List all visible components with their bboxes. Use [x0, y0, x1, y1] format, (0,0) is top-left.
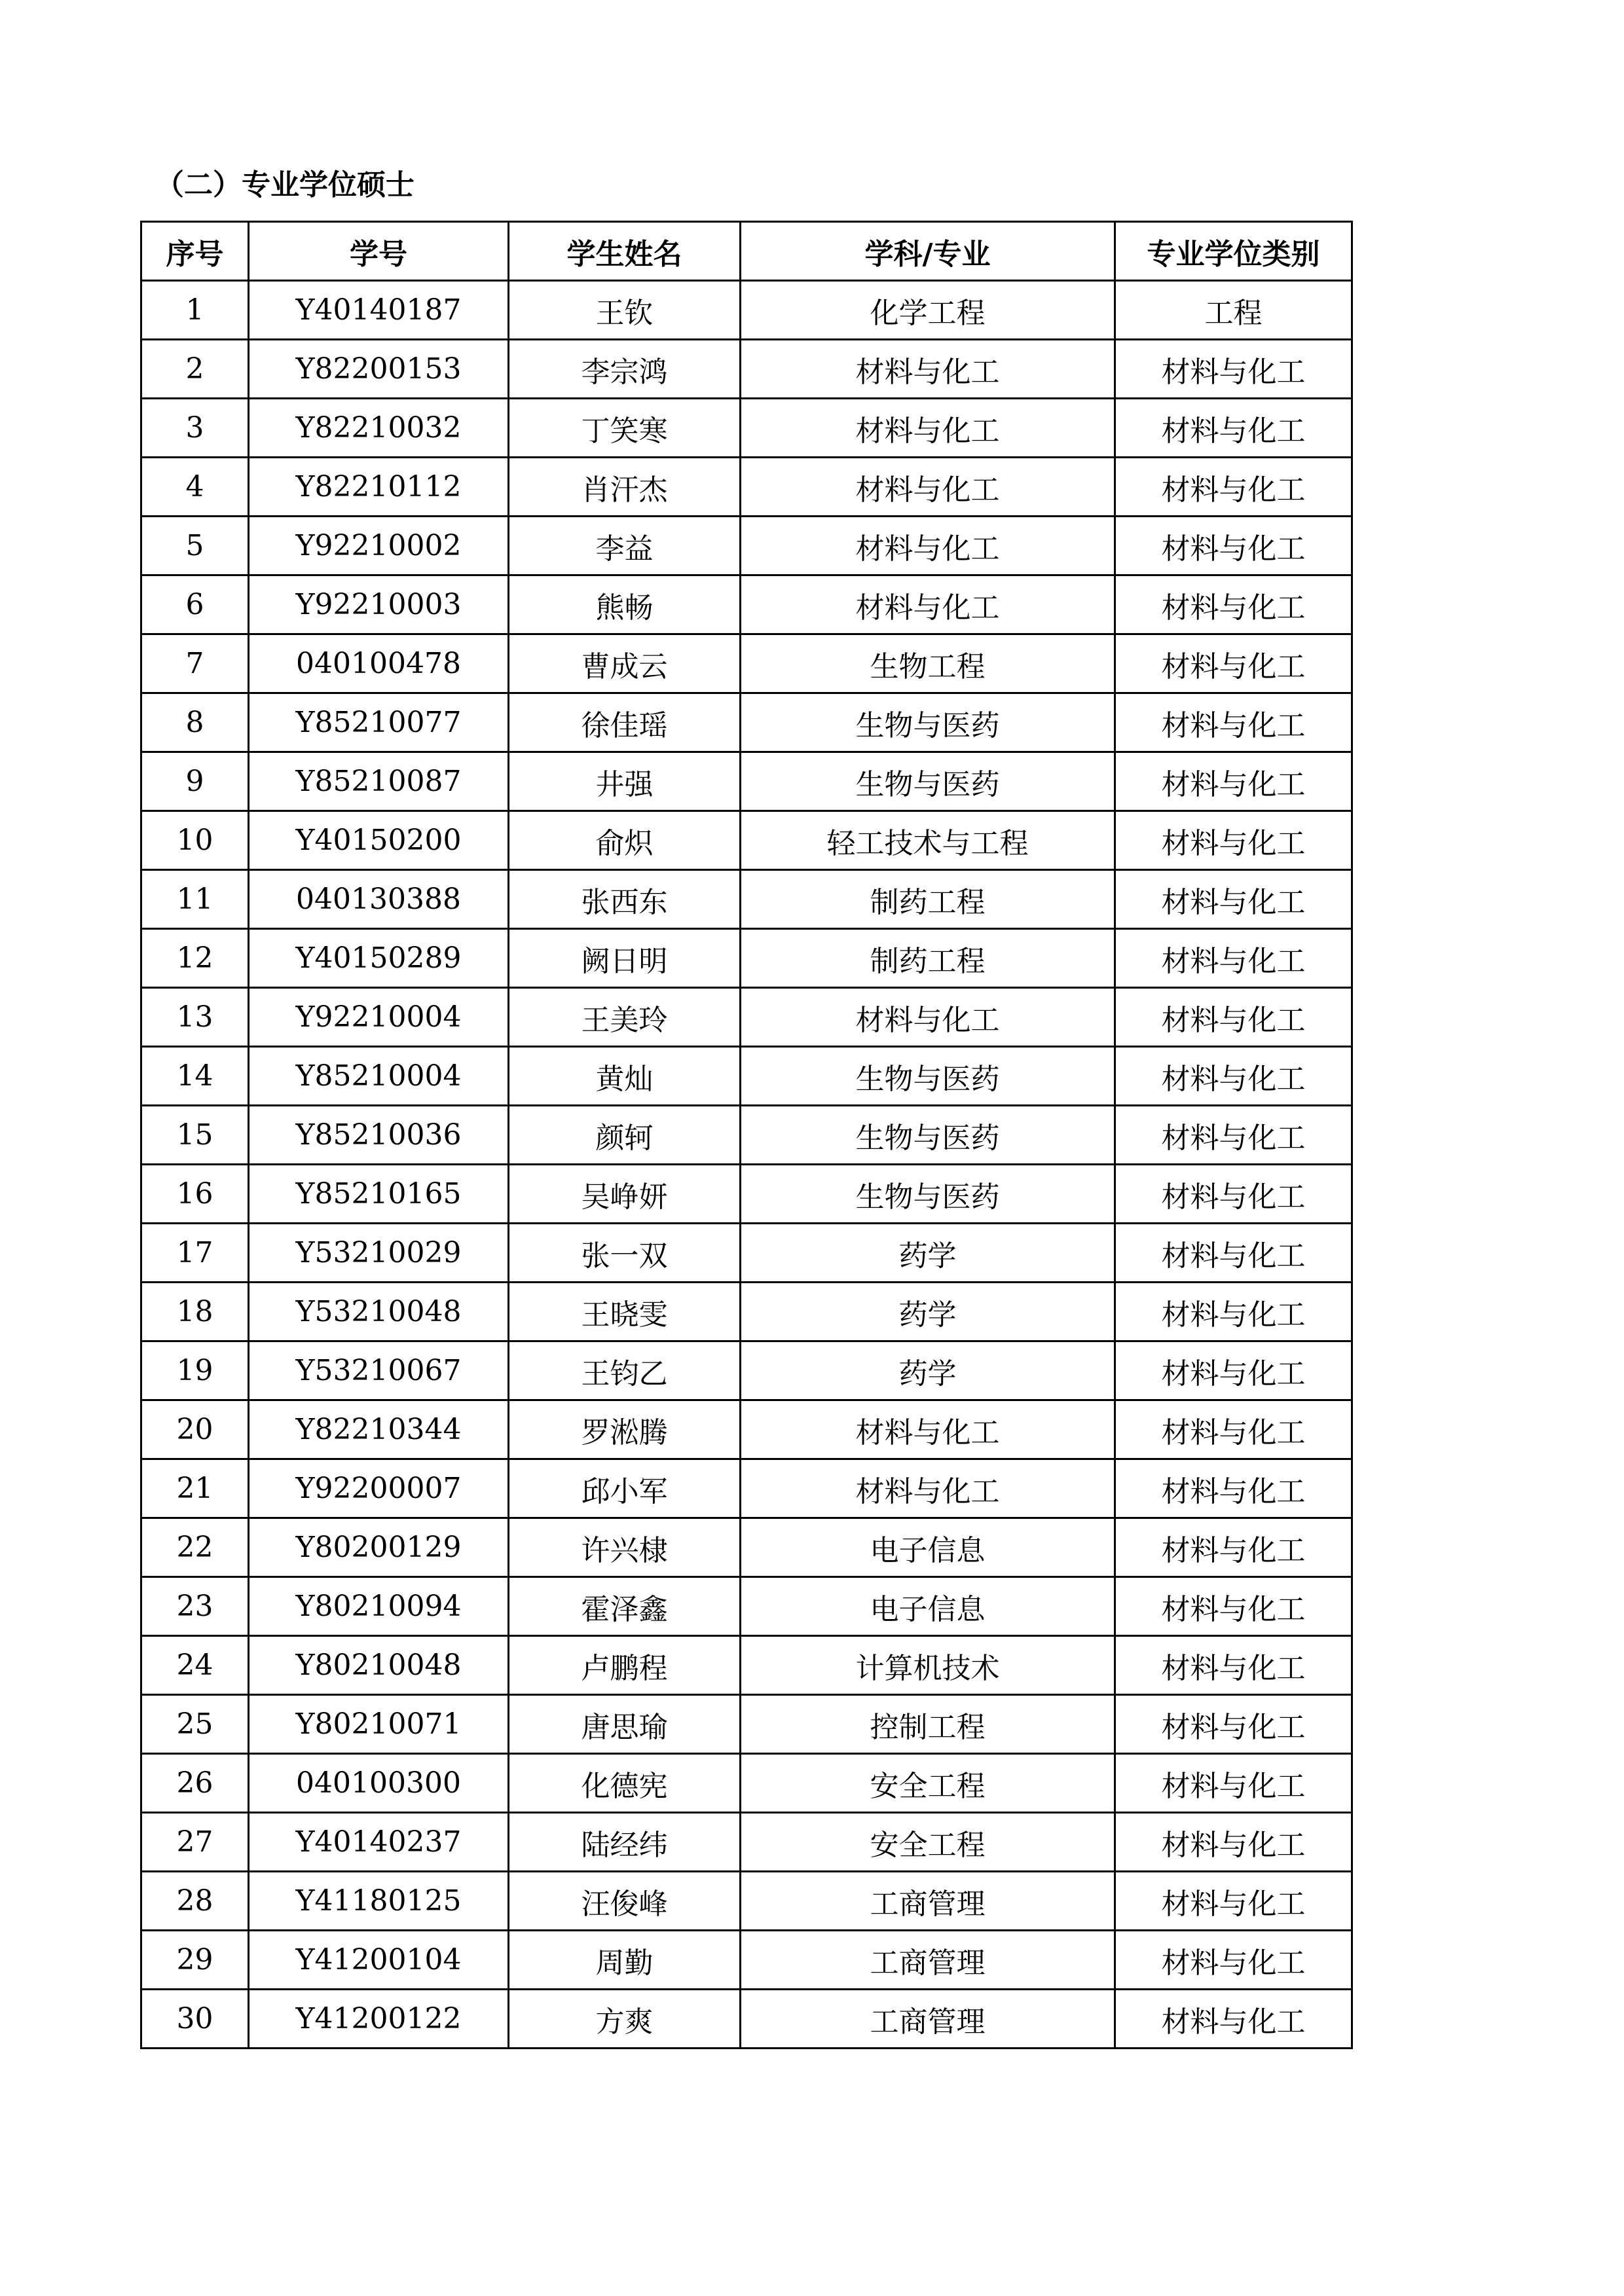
cell-discipline: 材料与化工 — [741, 988, 1115, 1047]
header-serial: 序号 — [141, 222, 249, 281]
table-row — [141, 1106, 1352, 1165]
cell-student-id: Y53210067 — [249, 1341, 509, 1400]
cell-discipline: 安全工程 — [741, 1754, 1115, 1813]
cell-serial: 21 — [141, 1459, 249, 1518]
cell-student-id: Y92200007 — [249, 1459, 509, 1518]
cell-student-id: Y82210344 — [249, 1400, 509, 1459]
cell-discipline: 生物与医药 — [741, 1106, 1115, 1165]
header-degree-category: 专业学位类别 — [1115, 222, 1352, 281]
cell-degree-category: 材料与化工 — [1115, 1990, 1352, 2049]
table-row — [141, 929, 1352, 988]
cell-student-id: Y53210029 — [249, 1224, 509, 1283]
cell-discipline: 材料与化工 — [741, 1400, 1115, 1459]
cell-student-id: Y80210094 — [249, 1577, 509, 1636]
header-student-id: 学号 — [249, 222, 509, 281]
cell-degree-category: 材料与化工 — [1115, 1577, 1352, 1636]
table-row — [141, 1518, 1352, 1577]
cell-student-id: 040130388 — [249, 870, 509, 929]
cell-student-id: Y41200104 — [249, 1931, 509, 1990]
cell-degree-category: 材料与化工 — [1115, 1165, 1352, 1224]
cell-degree-category: 材料与化工 — [1115, 458, 1352, 517]
cell-student-id: Y40140187 — [249, 281, 509, 340]
cell-student-name: 罗淞腾 — [509, 1400, 741, 1459]
cell-student-id: Y85210036 — [249, 1106, 509, 1165]
cell-discipline: 制药工程 — [741, 870, 1115, 929]
cell-student-id: Y80210048 — [249, 1636, 509, 1695]
cell-serial: 1 — [141, 281, 249, 340]
cell-degree-category: 材料与化工 — [1115, 1695, 1352, 1754]
cell-student-name: 井强 — [509, 752, 741, 811]
cell-discipline: 电子信息 — [741, 1577, 1115, 1636]
cell-student-name: 霍泽鑫 — [509, 1577, 741, 1636]
cell-student-id: Y92210002 — [249, 517, 509, 575]
cell-student-name: 汪俊峰 — [509, 1872, 741, 1931]
cell-student-id: Y53210048 — [249, 1283, 509, 1341]
cell-student-name: 卢鹏程 — [509, 1636, 741, 1695]
cell-discipline: 材料与化工 — [741, 340, 1115, 399]
cell-serial: 18 — [141, 1283, 249, 1341]
cell-student-name: 曹成云 — [509, 634, 741, 693]
cell-degree-category: 材料与化工 — [1115, 988, 1352, 1047]
cell-serial: 29 — [141, 1931, 249, 1990]
table-header-row — [141, 222, 1352, 281]
cell-serial: 11 — [141, 870, 249, 929]
table-row — [141, 1400, 1352, 1459]
cell-student-id: Y80210071 — [249, 1695, 509, 1754]
cell-discipline: 工商管理 — [741, 1990, 1115, 2049]
cell-serial: 16 — [141, 1165, 249, 1224]
cell-degree-category: 材料与化工 — [1115, 811, 1352, 870]
cell-discipline: 生物与医药 — [741, 1047, 1115, 1106]
header-discipline: 学科/专业 — [741, 222, 1115, 281]
cell-student-name: 化德宪 — [509, 1754, 741, 1813]
cell-discipline: 材料与化工 — [741, 517, 1115, 575]
cell-serial: 3 — [141, 399, 249, 458]
table-row — [141, 811, 1352, 870]
cell-student-id: Y92210003 — [249, 575, 509, 634]
cell-serial: 25 — [141, 1695, 249, 1754]
cell-degree-category: 材料与化工 — [1115, 1459, 1352, 1518]
cell-degree-category: 材料与化工 — [1115, 1047, 1352, 1106]
header-student-name: 学生姓名 — [509, 222, 741, 281]
cell-student-name: 周勤 — [509, 1931, 741, 1990]
cell-student-id: Y82210032 — [249, 399, 509, 458]
cell-student-name: 王晓雯 — [509, 1283, 741, 1341]
cell-serial: 30 — [141, 1990, 249, 2049]
cell-student-name: 熊畅 — [509, 575, 741, 634]
cell-student-id: Y40140237 — [249, 1813, 509, 1872]
cell-discipline: 药学 — [741, 1341, 1115, 1400]
cell-discipline: 轻工技术与工程 — [741, 811, 1115, 870]
cell-student-id: Y40150289 — [249, 929, 509, 988]
cell-degree-category: 材料与化工 — [1115, 1224, 1352, 1283]
cell-degree-category: 材料与化工 — [1115, 870, 1352, 929]
cell-degree-category: 材料与化工 — [1115, 1518, 1352, 1577]
cell-student-name: 徐佳瑶 — [509, 693, 741, 752]
cell-serial: 17 — [141, 1224, 249, 1283]
cell-serial: 8 — [141, 693, 249, 752]
cell-discipline: 生物工程 — [741, 634, 1115, 693]
table-row — [141, 1577, 1352, 1636]
cell-serial: 14 — [141, 1047, 249, 1106]
cell-student-id: Y82210112 — [249, 458, 509, 517]
cell-student-id: Y85210165 — [249, 1165, 509, 1224]
cell-student-name: 王美玲 — [509, 988, 741, 1047]
cell-student-id: Y82200153 — [249, 340, 509, 399]
table-row — [141, 1695, 1352, 1754]
cell-student-name: 张一双 — [509, 1224, 741, 1283]
cell-degree-category: 材料与化工 — [1115, 340, 1352, 399]
cell-student-id: Y85210004 — [249, 1047, 509, 1106]
table-row — [141, 1931, 1352, 1990]
table-body — [141, 281, 1352, 2049]
cell-serial: 15 — [141, 1106, 249, 1165]
cell-student-name: 陆经纬 — [509, 1813, 741, 1872]
cell-serial: 10 — [141, 811, 249, 870]
cell-discipline: 工商管理 — [741, 1872, 1115, 1931]
table-row — [141, 1754, 1352, 1813]
table-row — [141, 1813, 1352, 1872]
table-row — [141, 634, 1352, 693]
cell-student-name: 黄灿 — [509, 1047, 741, 1106]
cell-student-id: Y41180125 — [249, 1872, 509, 1931]
cell-serial: 26 — [141, 1754, 249, 1813]
table-row — [141, 575, 1352, 634]
cell-degree-category: 材料与化工 — [1115, 1283, 1352, 1341]
cell-degree-category: 材料与化工 — [1115, 752, 1352, 811]
cell-student-id: Y41200122 — [249, 1990, 509, 2049]
cell-serial: 28 — [141, 1872, 249, 1931]
cell-discipline: 控制工程 — [741, 1695, 1115, 1754]
cell-student-name: 唐思瑜 — [509, 1695, 741, 1754]
cell-discipline: 材料与化工 — [741, 399, 1115, 458]
table-row — [141, 1872, 1352, 1931]
cell-degree-category: 材料与化工 — [1115, 575, 1352, 634]
cell-discipline: 药学 — [741, 1283, 1115, 1341]
table-row — [141, 1283, 1352, 1341]
table-row — [141, 458, 1352, 517]
cell-student-id: Y92210004 — [249, 988, 509, 1047]
cell-degree-category: 材料与化工 — [1115, 1341, 1352, 1400]
cell-student-name: 俞炽 — [509, 811, 741, 870]
student-table — [140, 221, 1353, 2049]
cell-degree-category: 材料与化工 — [1115, 1106, 1352, 1165]
cell-student-name: 王钦 — [509, 281, 741, 340]
cell-degree-category: 材料与化工 — [1115, 1754, 1352, 1813]
cell-serial: 4 — [141, 458, 249, 517]
cell-serial: 9 — [141, 752, 249, 811]
cell-serial: 2 — [141, 340, 249, 399]
table-row — [141, 1459, 1352, 1518]
cell-serial: 13 — [141, 988, 249, 1047]
cell-student-name: 方爽 — [509, 1990, 741, 2049]
table-row — [141, 870, 1352, 929]
cell-discipline: 药学 — [741, 1224, 1115, 1283]
cell-degree-category: 材料与化工 — [1115, 517, 1352, 575]
cell-student-name: 李益 — [509, 517, 741, 575]
cell-student-name: 邱小军 — [509, 1459, 741, 1518]
table-row — [141, 1224, 1352, 1283]
cell-degree-category: 材料与化工 — [1115, 399, 1352, 458]
cell-student-name: 颜轲 — [509, 1106, 741, 1165]
table-row — [141, 399, 1352, 458]
table-row — [141, 1636, 1352, 1695]
table-row — [141, 1047, 1352, 1106]
cell-discipline: 电子信息 — [741, 1518, 1115, 1577]
table-row — [141, 988, 1352, 1047]
cell-student-name: 许兴棣 — [509, 1518, 741, 1577]
cell-serial: 23 — [141, 1577, 249, 1636]
cell-serial: 24 — [141, 1636, 249, 1695]
table-row — [141, 517, 1352, 575]
cell-degree-category: 材料与化工 — [1115, 1813, 1352, 1872]
cell-discipline: 制药工程 — [741, 929, 1115, 988]
cell-discipline: 生物与医药 — [741, 1165, 1115, 1224]
cell-student-name: 张西东 — [509, 870, 741, 929]
cell-degree-category: 材料与化工 — [1115, 1400, 1352, 1459]
cell-student-name: 肖汗杰 — [509, 458, 741, 517]
cell-discipline: 工商管理 — [741, 1931, 1115, 1990]
cell-serial: 5 — [141, 517, 249, 575]
cell-student-id: 040100478 — [249, 634, 509, 693]
table-row — [141, 1341, 1352, 1400]
cell-student-id: Y85210087 — [249, 752, 509, 811]
cell-student-name: 李宗鸿 — [509, 340, 741, 399]
cell-serial: 6 — [141, 575, 249, 634]
cell-serial: 22 — [141, 1518, 249, 1577]
cell-discipline: 安全工程 — [741, 1813, 1115, 1872]
cell-discipline: 化学工程 — [741, 281, 1115, 340]
cell-student-name: 阙日明 — [509, 929, 741, 988]
table-row — [141, 281, 1352, 340]
section-title: （二）专业学位硕士 — [155, 168, 415, 202]
table-row — [141, 693, 1352, 752]
cell-student-name: 吴峥妍 — [509, 1165, 741, 1224]
cell-discipline: 生物与医药 — [741, 693, 1115, 752]
cell-discipline: 材料与化工 — [741, 458, 1115, 517]
cell-discipline: 材料与化工 — [741, 1459, 1115, 1518]
cell-degree-category: 材料与化工 — [1115, 929, 1352, 988]
cell-serial: 20 — [141, 1400, 249, 1459]
cell-student-id: Y80200129 — [249, 1518, 509, 1577]
cell-degree-category: 材料与化工 — [1115, 1636, 1352, 1695]
cell-degree-category: 工程 — [1115, 281, 1352, 340]
cell-discipline: 材料与化工 — [741, 575, 1115, 634]
table-row — [141, 1990, 1352, 2049]
cell-student-name: 王钧乙 — [509, 1341, 741, 1400]
cell-degree-category: 材料与化工 — [1115, 693, 1352, 752]
cell-student-name: 丁笑寒 — [509, 399, 741, 458]
cell-serial: 27 — [141, 1813, 249, 1872]
table-row — [141, 340, 1352, 399]
cell-discipline: 生物与医药 — [741, 752, 1115, 811]
cell-serial: 7 — [141, 634, 249, 693]
cell-degree-category: 材料与化工 — [1115, 1872, 1352, 1931]
cell-student-id: 040100300 — [249, 1754, 509, 1813]
cell-degree-category: 材料与化工 — [1115, 1931, 1352, 1990]
cell-discipline: 计算机技术 — [741, 1636, 1115, 1695]
cell-student-id: Y85210077 — [249, 693, 509, 752]
table-row — [141, 1165, 1352, 1224]
cell-student-id: Y40150200 — [249, 811, 509, 870]
cell-serial: 19 — [141, 1341, 249, 1400]
table-row — [141, 752, 1352, 811]
cell-degree-category: 材料与化工 — [1115, 634, 1352, 693]
cell-serial: 12 — [141, 929, 249, 988]
